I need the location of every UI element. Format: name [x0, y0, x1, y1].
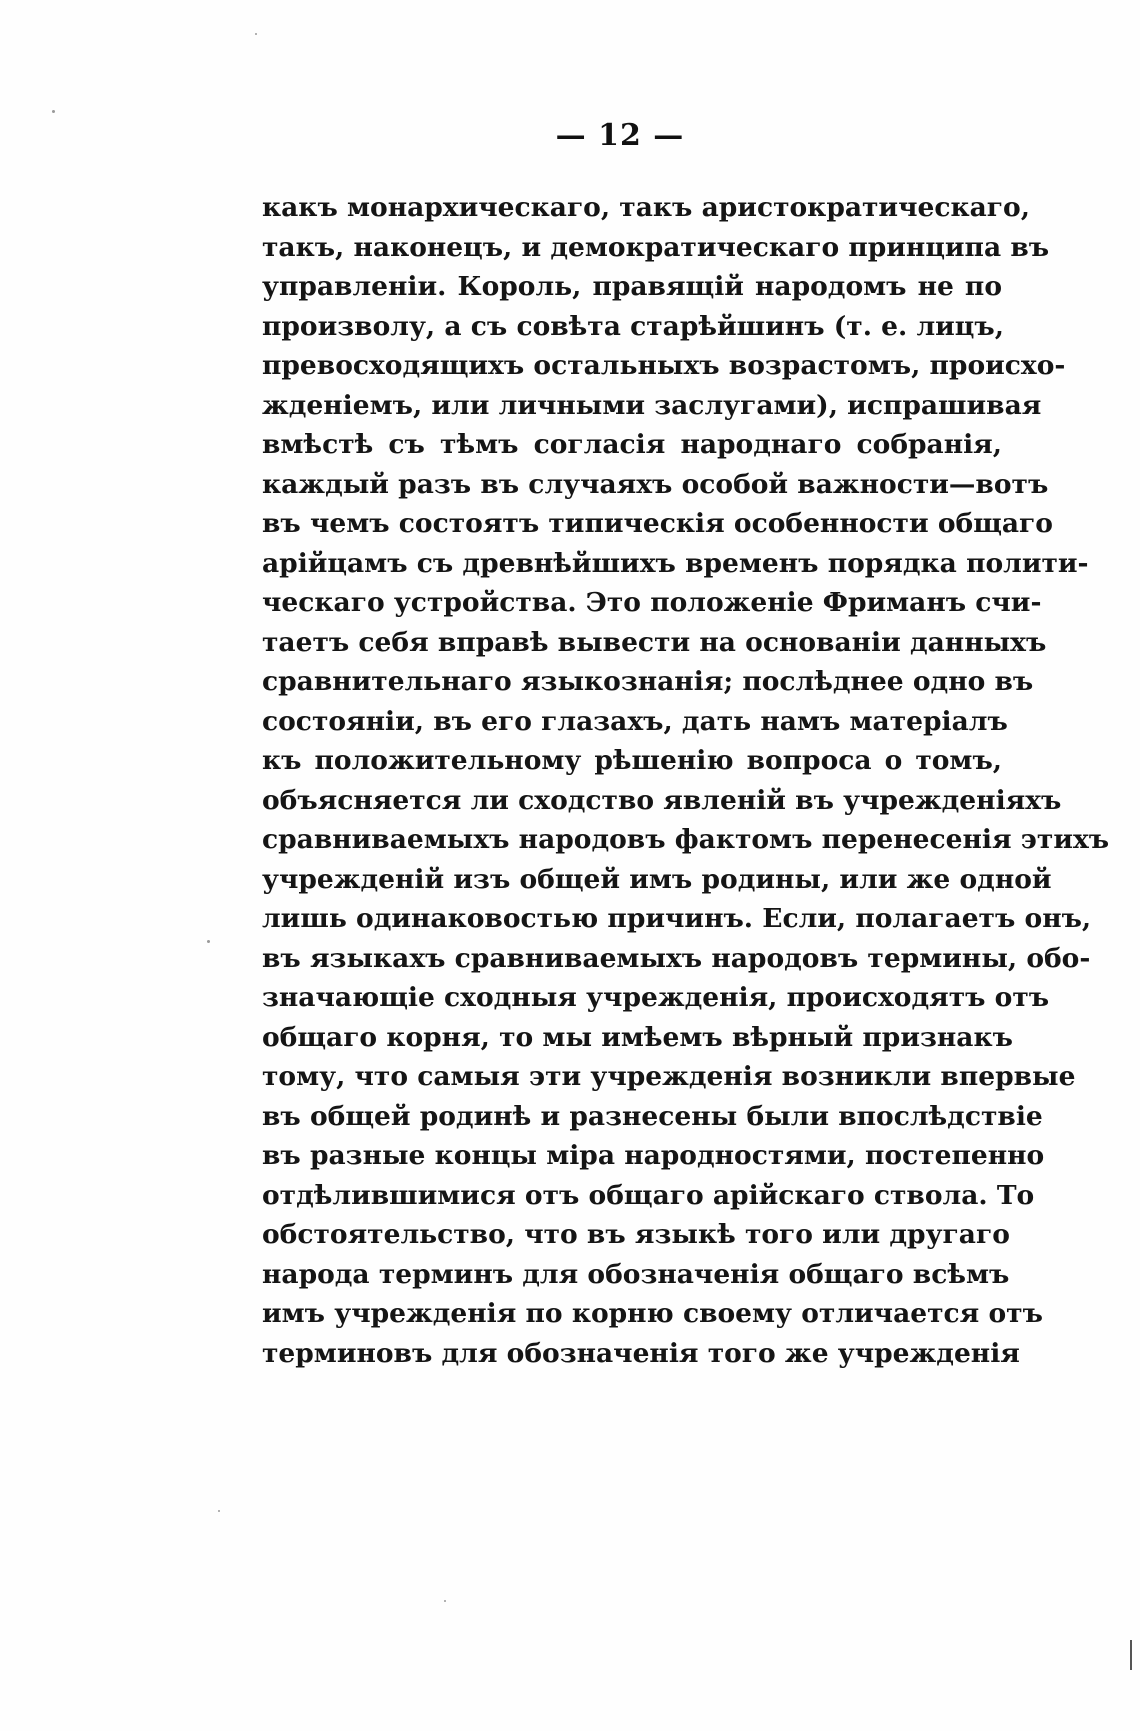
text-line: управленіи. Король, правящій народомъ не по [262, 271, 1002, 302]
text-line: сравнительнаго языкознанія; послѣднее одно въ [262, 666, 1034, 697]
text-line: къ положительному рѣшенію вопроса о томъ, [262, 745, 1002, 776]
text-line: таетъ себя вправѣ вывести на основаніи данныхъ [262, 626, 1047, 658]
page-number: — 12 — [555, 118, 685, 153]
text-line: общаго корня, то мы имѣемъ вѣрный признакъ [262, 1021, 1013, 1053]
text-line: въ чемъ состоятъ типическія особенности общаго [262, 508, 1053, 539]
text-line: обстоятельство, что въ языкѣ того или другаго [262, 1219, 1010, 1250]
text-line: въ общей родинѣ и разнесены были впослѣдствіе [262, 1100, 1043, 1132]
text-line: лишь одинаковостью причинъ. Если, полагаетъ онъ, [262, 903, 1092, 934]
text-line: объясняется ли сходство явленій въ учрежденіяхъ [262, 784, 1062, 816]
text-line: учрежденій изъ общей имъ родины, или же одной [262, 863, 1052, 895]
text-line: превосходящихъ остальныхъ возрастомъ, происхо- [262, 350, 1066, 381]
text-line: каждый разъ въ случаяхъ особой важности—вотъ [262, 468, 1049, 500]
text-line: отдѣлившимися отъ общаго арійскаго ствола. То [262, 1179, 1035, 1211]
scan-speck [218, 1510, 220, 1512]
text-line: сравниваемыхъ народовъ фактомъ перенесенія этихъ [262, 824, 1110, 855]
scan-speck [255, 33, 257, 35]
text-line: въ языкахъ сравниваемыхъ народовъ термины, обо- [262, 942, 1091, 974]
text-line: такъ, наконецъ, и демократическаго принципа въ [262, 231, 1050, 263]
text-line: терминовъ для обозначенія того же учрежденія [262, 1337, 1020, 1369]
text-line: значающіе сходныя учрежденія, происходятъ отъ [262, 982, 1050, 1013]
scan-speck [52, 110, 55, 113]
text-line: народа терминъ для обозначенія общаго всѣмъ [262, 1258, 1010, 1290]
scan-speck [444, 1600, 446, 1602]
page-edge-mark [1130, 1640, 1132, 1670]
scan-speck [207, 940, 210, 943]
text-line: тому, что самыя эти учрежденія возникли впервые [262, 1061, 1076, 1092]
text-line: имъ учрежденія по корню своему отличается отъ [262, 1298, 1043, 1329]
text-line: произволу, а съ совѣта старѣйшинъ (т. е. лицъ, [262, 310, 1004, 342]
text-line: арійцамъ съ древнѣйшихъ временъ порядка полити- [262, 547, 1089, 579]
text-line: ческаго устройства. Это положеніе Фриманъ счи- [262, 587, 1042, 618]
text-line: состояніи, въ его глазахъ, дать намъ матеріалъ [262, 705, 1008, 737]
text-line: жденіемъ, или личными заслугами), испрашивая [262, 389, 1042, 421]
text-line: въ разные концы міра народностями, постепенно [262, 1140, 1045, 1171]
body-text [262, 188, 1110, 1373]
text-line: какъ монархическаго, такъ аристократическаго, [262, 192, 1030, 223]
text-line: вмѣстѣ съ тѣмъ согласія народнаго собранія, [262, 429, 1002, 460]
